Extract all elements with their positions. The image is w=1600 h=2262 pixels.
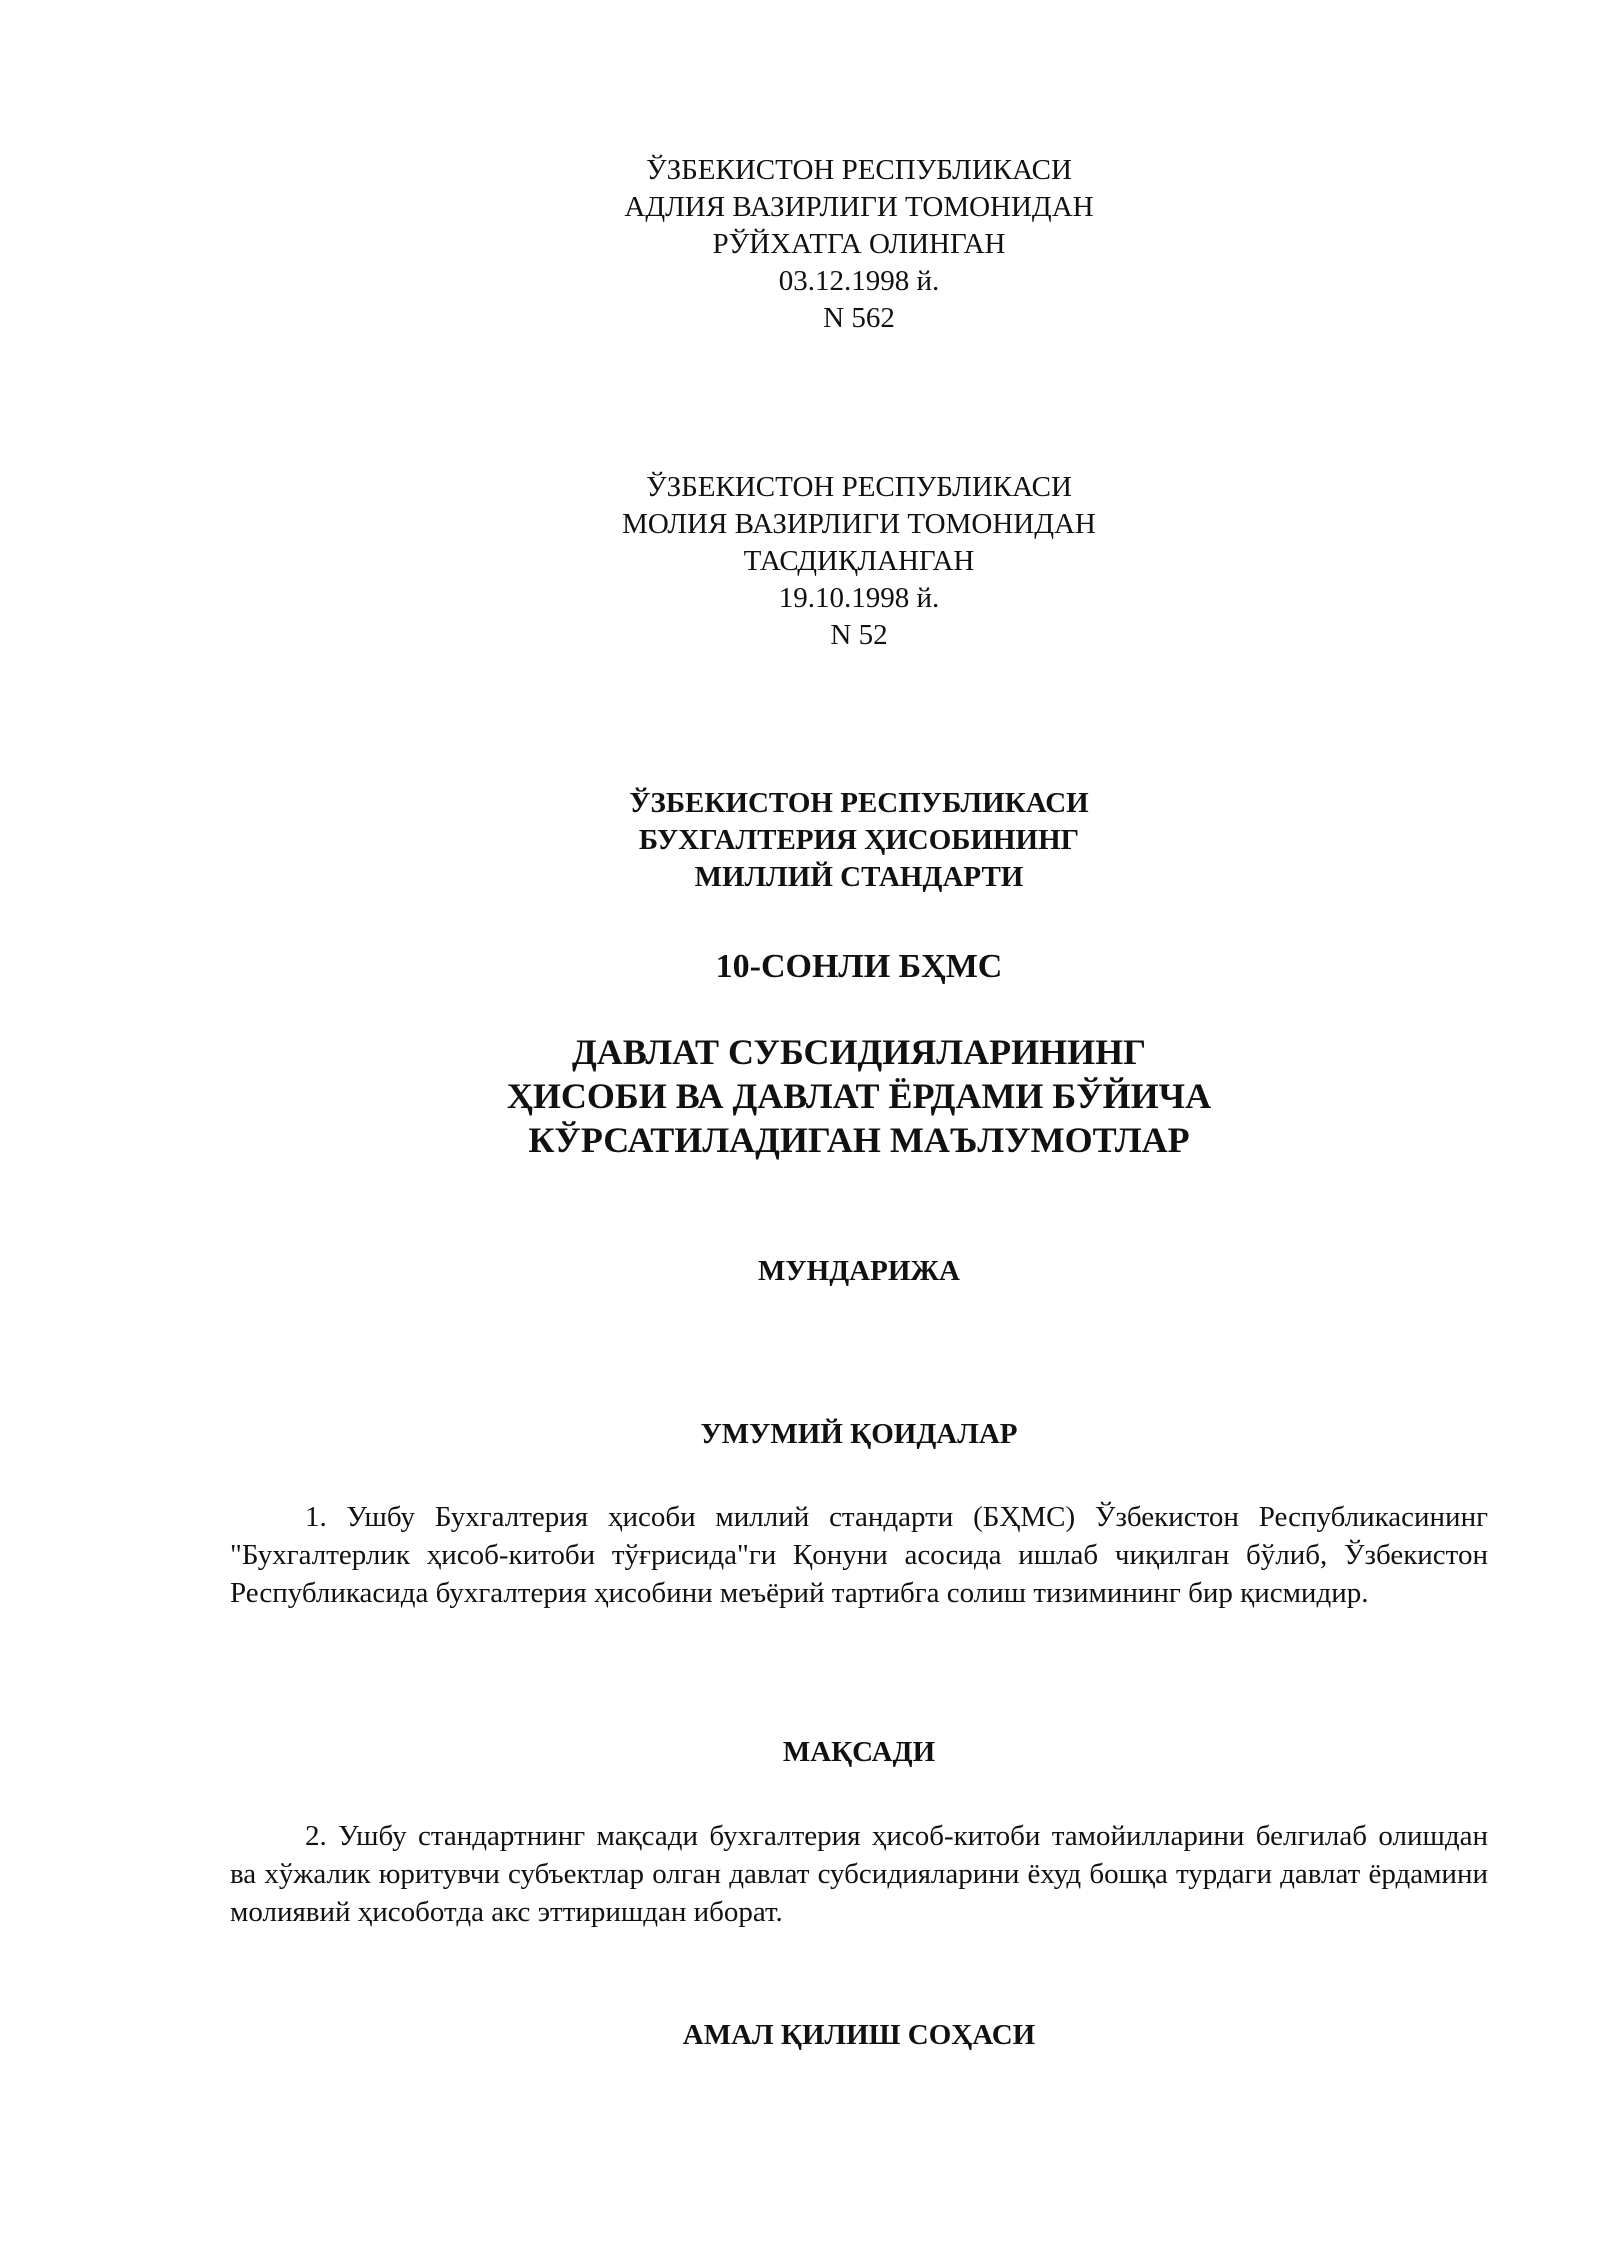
registration-stamp [230, 152, 1488, 337]
approval-number: N 52 [830, 619, 888, 651]
contents-heading: МУНДАРИЖА [758, 1255, 960, 1287]
section-heading: МАҚСАДИ [782, 1736, 936, 1768]
registration-stamp-line: ЎЗБЕКИСТОН РЕСПУБЛИКАСИ [646, 154, 1072, 186]
document-title-line: ДАВЛАТ СУБСИДИЯЛАРИНИНГ [571, 1032, 1147, 1072]
document-title-line: ҲИСОБИ ВА ДАВЛАТ ЁРДАМИ БЎЙИЧА [506, 1076, 1212, 1116]
section-paragraph: 1. Ушбу Бухгалтерия ҳисоби миллий стандарти (БҲМС) Ўзбекистон Республикасининг "Бухгалтерлик ҳисоб-китоби тўғрисида"ги Қонуни асосида ишлаб чиқилган бўлиб, Ўзбекистон Республикасида бухгалтерия ҳисобини меъёрий тартибга солиш тизимининг бир қисмидир. [230, 1501, 1488, 1609]
section-heading: АМАЛ ҚИЛИШ СОҲАСИ [682, 2019, 1036, 2051]
section-purpose [230, 1734, 1488, 1771]
document-title-line: КЎРСАТИЛАДИГАН МАЪЛУМОТЛАР [528, 1120, 1190, 1160]
standard-header-line: МИЛЛИЙ СТАНДАРТИ [694, 861, 1024, 893]
section-scope [230, 2017, 1488, 2054]
section-paragraph: 2. Ушбу стандартнинг мақсади бухгалтерия ҳисоб-китоби тамойилларини белгилаб олишдан ва хўжалик юритувчи субъектлар олган давлат субсидияларини ёхуд бошқа турдаги давлат ёрдамини молиявий ҳисоботда акс эттиришдан иборат. [230, 1820, 1488, 1928]
standard-number-block [230, 946, 1488, 988]
approval-date: 19.10.1998 й. [778, 582, 940, 614]
standard-header-line: ЎЗБЕКИСТОН РЕСПУБЛИКАСИ [629, 787, 1089, 819]
section-heading: УМУМИЙ ҚОИДАЛАР [700, 1418, 1018, 1450]
standard-header-line: БУХГАЛТЕРИЯ ҲИСОБИНИНГ [638, 824, 1080, 856]
contents-heading-block [230, 1253, 1488, 1290]
section-general-provisions [230, 1416, 1488, 1453]
approval-stamp-line: ЎЗБЕКИСТОН РЕСПУБЛИКАСИ [646, 471, 1072, 503]
standard-header [230, 785, 1488, 896]
registration-stamp-line: АДЛИЯ ВАЗИРЛИГИ ТОМОНИДАН [624, 191, 1094, 223]
document-title [230, 1030, 1488, 1162]
approval-stamp-line: МОЛИЯ ВАЗИРЛИГИ ТОМОНИДАН [622, 508, 1096, 540]
approval-stamp [230, 469, 1488, 654]
approval-stamp-line: ТАСДИҚЛАНГАН [743, 545, 975, 577]
standard-number: 10-СОНЛИ БҲМС [715, 948, 1003, 985]
registration-stamp-line: РЎЙХАТГА ОЛИНГАН [712, 228, 1006, 260]
registration-date: 03.12.1998 й. [778, 265, 940, 297]
registration-number: N 562 [823, 302, 895, 334]
